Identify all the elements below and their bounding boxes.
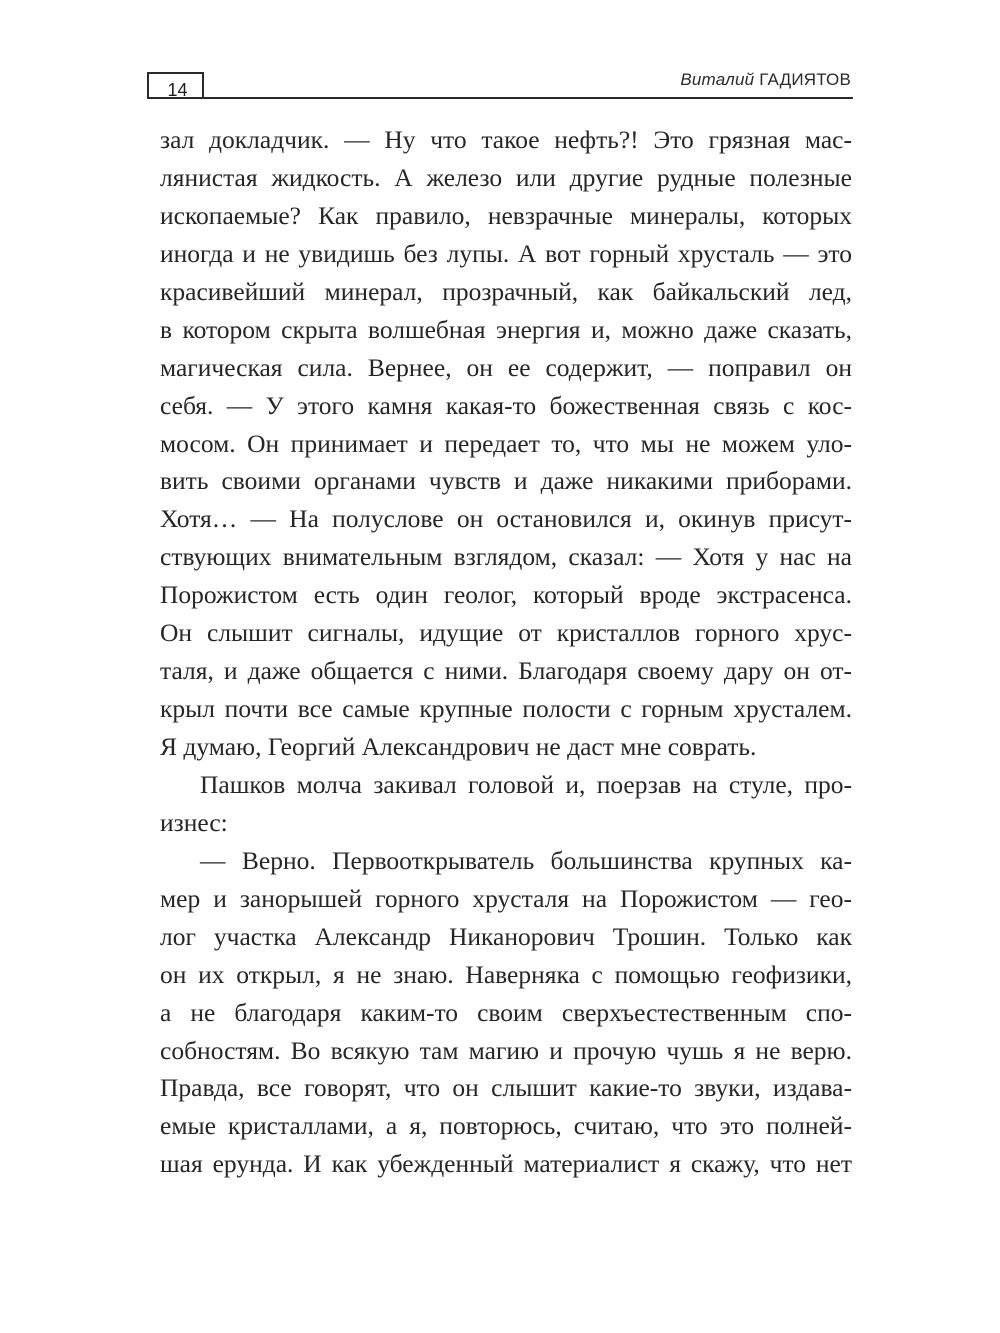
text-line: красивейший минерал, прозрачный, как байкальский лед, [160,276,852,306]
text-line: таля, и даже общается с ними. Благодаря своему дару он от- [160,656,852,686]
text-line: крыл почти все самые крупные полости с горным хрусталем. [160,694,852,724]
text-line: иногда и не увидишь без лупы. А вот горный хрусталь — это [160,238,852,268]
paragraph [160,766,852,842]
header-rule [147,97,853,99]
text-line: изнес: [160,807,228,837]
text-line: собностям. Во всякую там магию и прочую чушь я не верю. [160,1035,852,1065]
author-first-name: Виталий [680,70,755,89]
text-line: емые кристаллами, а я, повторюсь, считаю, что это полней- [160,1111,852,1141]
text-line: лог участка Александр Никанорович Трошин. Только как [160,921,852,951]
text-line: шая ерунда. И как убежденный материалист я скажу, что нет [160,1149,852,1179]
page-text [160,121,852,1183]
text-line: зал докладчик. — Ну что такое нефть?! Это грязная мас- [160,125,852,154]
text-line: — Верно. Первооткрыватель большинства крупных ка- [200,845,852,875]
running-header [147,69,853,99]
text-line: Он слышит сигналы, идущие от кристаллов горного хрус- [160,618,852,648]
page-number: 14 [167,80,188,100]
text-line: лянистая жидкость. А железо или другие рудные полезные [160,162,852,192]
text-line: себя. — У этого камня какая-то божественная связь с кос- [160,390,852,420]
paragraph [160,121,852,766]
text-line: в котором скрыта волшебная энергия и, можно даже сказать, [160,314,852,344]
text-line: Пашков молча закивал головой и, поерзав на стуле, про- [200,769,852,799]
author-name [680,69,851,91]
text-line: Правда, все говорят, что он слышит какие-то звуки, издава- [160,1073,852,1103]
text-line: мосом. Он принимает и передает то, что мы не можем уло- [160,428,852,458]
page-number-box [147,72,204,100]
author-last-name: ГАДИЯТОВ [759,70,851,89]
text-line: Я думаю, Георгий Александрович не даст мне соврать. [160,732,757,761]
text-line: Порожистом есть один геолог, который вроде экстрасенса. [160,580,852,610]
paragraph [160,842,852,1183]
text-line: а не благодаря каким-то своим сверхъестественным спо- [160,997,852,1027]
text-line: мер и занорышей горного хрусталя на Порожистом — гео- [160,883,852,913]
text-line: ствующих внимательным взглядом, сказал: — Хотя у нас на [160,542,852,572]
text-line: Хотя… — На полуслове он остановился и, окинув присут- [160,504,852,534]
text-line: ископаемые? Как правило, невзрачные минералы, которых [160,200,852,230]
text-line: магическая сила. Вернее, он ее содержит, — поправил он [160,352,852,382]
text-line: вить своими органами чувств и даже никакими приборами. [160,466,852,496]
text-line: он их открыл, я не знаю. Наверняка с помощью геофизики, [160,959,852,989]
